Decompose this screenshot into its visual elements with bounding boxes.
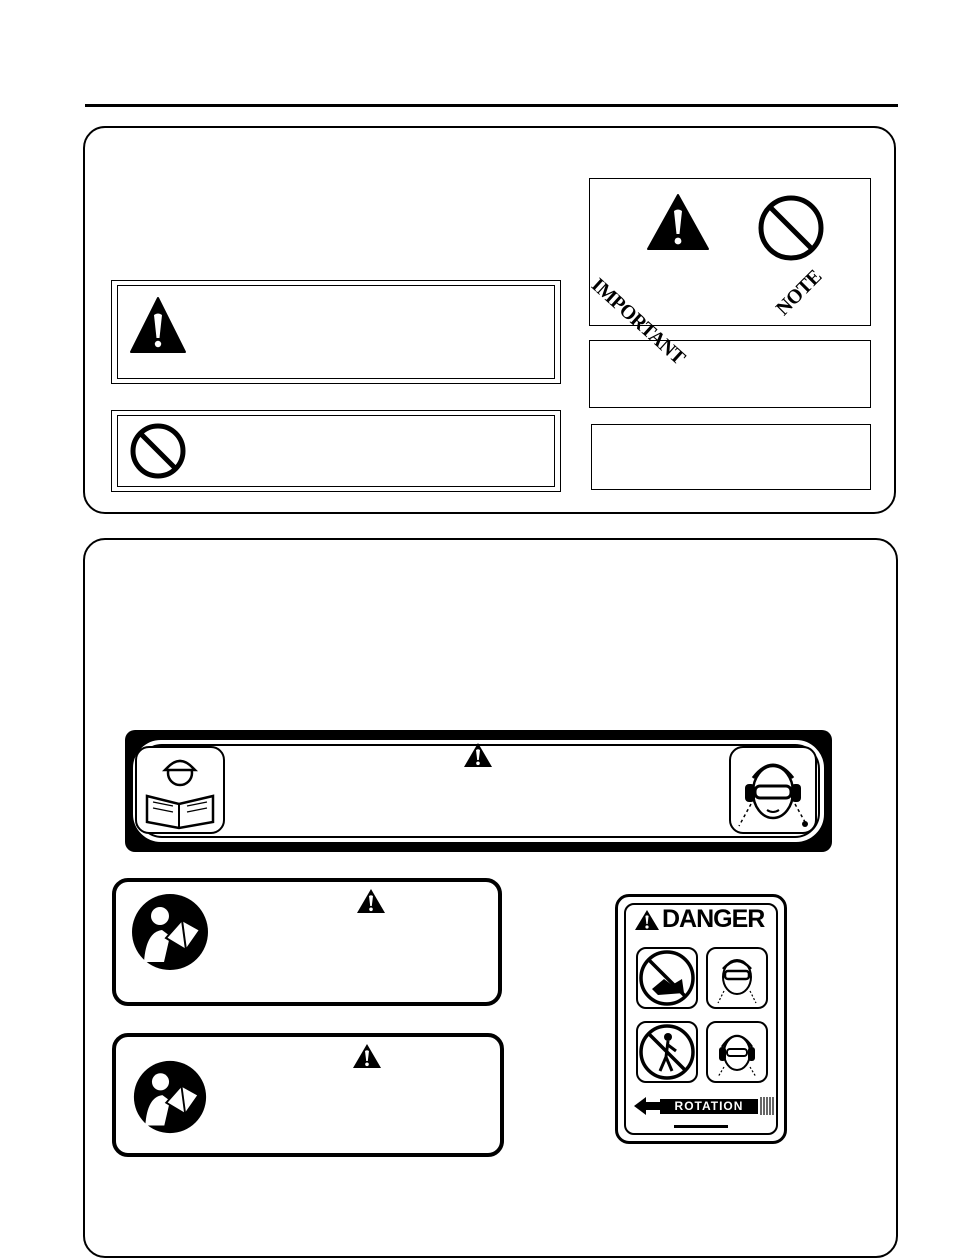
warning-label-card-1 — [112, 878, 502, 1006]
danger-decal — [615, 894, 787, 1144]
note-label: NOTE — [771, 265, 827, 320]
important-description-box — [589, 340, 871, 408]
warning-triangle-icon — [128, 295, 188, 355]
important-label: IMPORTANT — [586, 273, 690, 370]
warning-triangle-icon — [646, 193, 710, 251]
operator-reading-manual-icon — [135, 746, 225, 834]
labels-panel — [83, 538, 898, 1258]
note-example-box — [111, 410, 561, 492]
manual-reading-icon — [132, 1059, 208, 1135]
warning-triangle-icon — [356, 888, 386, 914]
note-description-box — [591, 424, 871, 490]
hatch-marks — [760, 1097, 774, 1115]
header-rule — [85, 104, 898, 107]
no-bystanders-icon — [636, 1021, 698, 1083]
prohibition-circle-icon — [756, 193, 826, 263]
manual-reading-icon — [130, 892, 210, 972]
ear-eye-protection-icon — [729, 746, 817, 834]
rotation-label: ROTATION — [660, 1099, 758, 1114]
warning-triangle-icon — [634, 909, 660, 931]
danger-title: DANGER — [662, 905, 765, 933]
important-example-box — [111, 280, 561, 384]
no-hands-near-blade-icon — [636, 947, 698, 1009]
warning-triangle-icon — [463, 742, 493, 768]
warning-banner-decal — [125, 730, 832, 852]
warning-label-card-2 — [112, 1033, 504, 1157]
decal-part-number-mark — [674, 1125, 728, 1128]
warning-triangle-icon — [352, 1043, 382, 1069]
eye-protection-icon — [706, 947, 768, 1009]
arrow-left-icon — [634, 1097, 660, 1115]
symbols-panel — [83, 126, 896, 514]
prohibition-circle-icon — [128, 421, 188, 481]
symbol-legend-box — [586, 178, 871, 370]
ear-protection-icon — [706, 1021, 768, 1083]
